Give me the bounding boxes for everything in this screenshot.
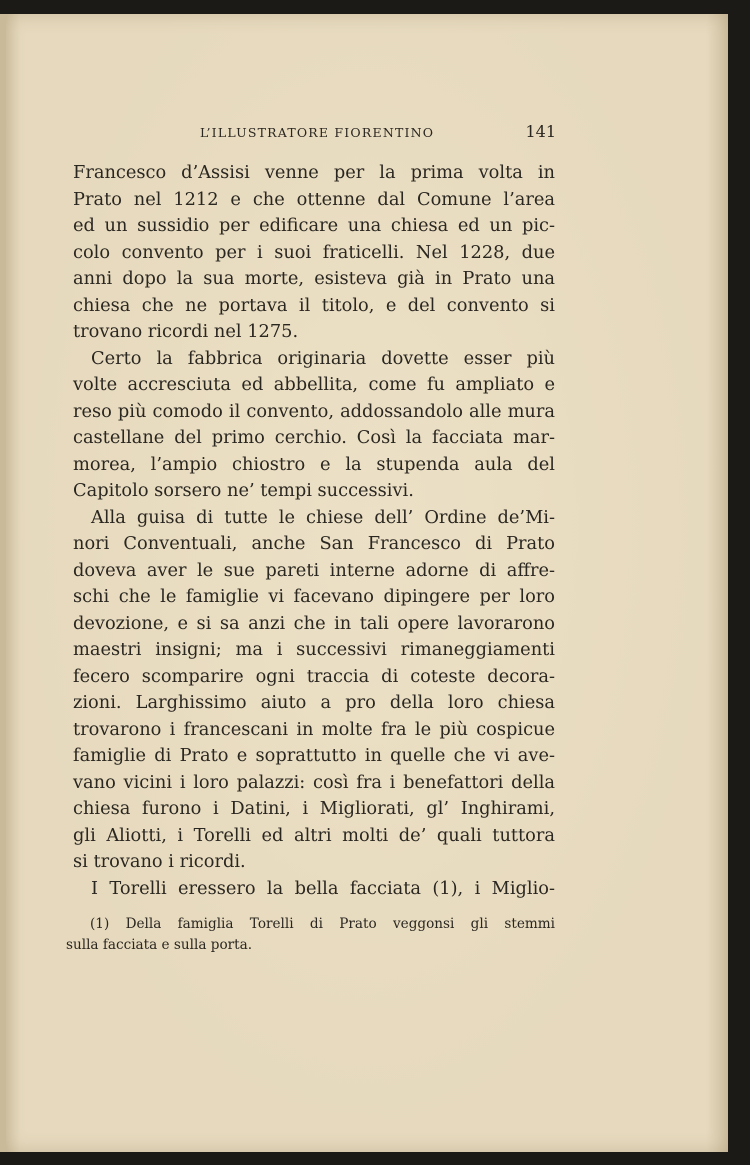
text-line: trovano ricordi nel 1275. [73,321,299,342]
page-number: 141 [525,122,556,141]
text-line: colo convento per i suoi fraticelli. Nel 1228, due [73,241,555,263]
footnote-line: sulla facciata e sulla porta. [66,937,253,953]
running-title: L’ILLUSTRATORE FIORENTINO [200,125,435,140]
body-text [73,160,555,902]
footnote-line: (1) Della famiglia Torelli di Prato veggonsi gli stemmi [90,916,555,932]
text-line: schi che le famiglie vi facevano dipingere per loro [73,586,555,607]
text-line: chiesa che ne portava il titolo, e del convento si [73,294,555,316]
text-line: Alla guisa di tutte le chiese dell’ Ordine de’Mi- [91,506,555,528]
text-line: maestri insigni; ma i successivi rimaneggiamenti [73,639,555,660]
text-line: Francesco d’Assisi venne per la prima volta in [73,162,555,183]
text-line: devozione, e si sa anzi che in tali opere lavorarono [73,612,555,634]
text-line: reso più comodo il convento, addossandolo alle mura [73,400,555,422]
footnote [66,914,555,956]
text-line: Prato nel 1212 e che ottenne dal Comune l’area [73,188,555,210]
text-line: chiesa furono i Datini, i Migliorati, gl’ Inghirami, [73,798,555,819]
text-line: si trovano i ricordi. [73,851,246,872]
text-line: vano vicini i loro palazzi: così fra i benefattori della [73,771,555,793]
page-header [200,122,556,146]
text-line: fecero scomparire ogni traccia di coteste decora- [73,665,555,687]
text-line: volte accresciuta ed abbellita, come fu ampliato e [73,374,555,395]
text-line: doveva aver le sue pareti interne adorne di affre- [73,559,555,581]
text-line: morea, l’ampio chiostro e la stupenda aula del [73,453,555,475]
text-line: nori Conventuali, anche San Francesco di Prato [73,533,555,554]
text-line: trovarono i francescani in molte fra le più cospicue [73,718,555,740]
text-line: Certo la fabbrica originaria dovette esser più [91,347,555,369]
text-line: famiglie di Prato e soprattutto in quelle che vi ave- [73,745,555,766]
text-line: Capitolo sorsero ne’ tempi successivi. [73,480,414,501]
text-line: ed un sussidio per edificare una chiesa ed un pic- [73,215,555,236]
text-line: I Torelli eressero la bella facciata (1), i Miglio- [91,877,555,899]
text-line: gli Aliotti, i Torelli ed altri molti de’ quali tuttora [73,824,555,846]
text-line: anni dopo la sua morte, esisteva già in Prato una [73,268,555,289]
text-line: castellane del primo cerchio. Così la facciata mar- [73,427,555,448]
text-line: zioni. Larghissimo aiuto a pro della loro chiesa [73,692,555,713]
